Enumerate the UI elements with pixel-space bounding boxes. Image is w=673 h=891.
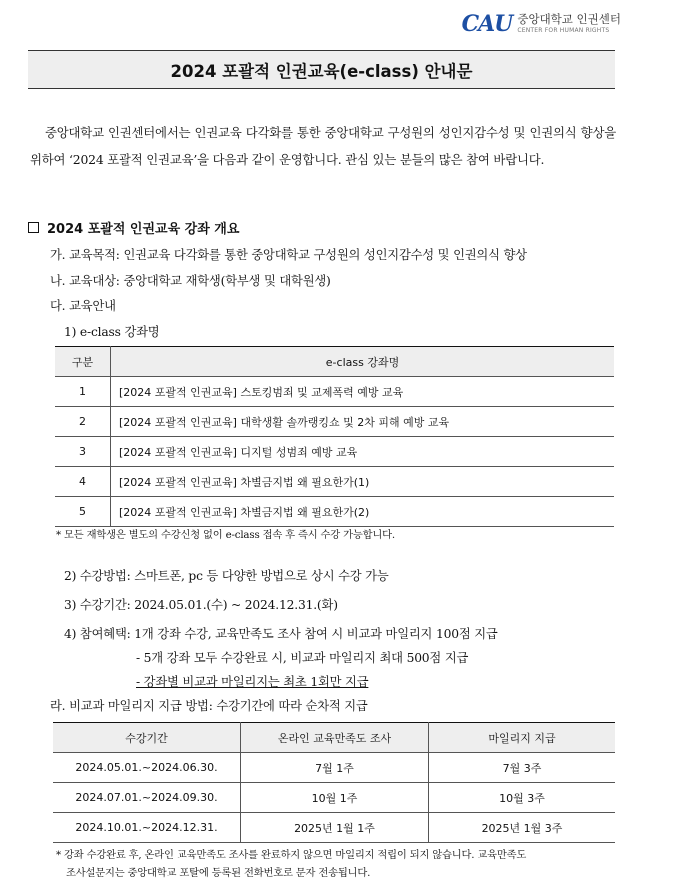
course-no: 4 (55, 467, 111, 497)
table-row (55, 407, 614, 437)
intro-paragraph: 중앙대학교 인권센터에서는 인권교육 다각화를 통한 중앙대학교 구성원의 성인지감수성 및 인권의식 향상을 위하여 ‘2024 포괄적 인권교육’을 다음과 같이 운영합니다. 관심 있는 분들의 많은 참여 바랍니다. (30, 125, 616, 167)
item-purpose: 가. 교육목적: 인권교육 다각화를 통한 중앙대학교 구성원의 성인지감수성 및 인권의식 향상 (50, 248, 527, 262)
course-name: [2024 포괄적 인권교육] 대학생활 솔까랭킹쇼 및 2차 피해 예방 교육 (111, 407, 615, 437)
page-title: 2024 포괄적 인권교육(e-class) 안내문 (170, 61, 473, 81)
section-heading-text: 2024 포괄적 인권교육 강좌 개요 (47, 222, 240, 237)
course-name: [2024 포괄적 인권교육] 스토킹범죄 및 교제폭력 예방 교육 (111, 377, 615, 407)
benefit-2: - 5개 강좌 모두 수강완료 시, 비교과 마일리지 최대 500점 지급 (136, 651, 469, 665)
checkbox-square-icon (28, 222, 39, 233)
table-row (53, 753, 615, 783)
logo-name-ko: 중앙대학교 인권센터 (517, 12, 621, 27)
benefit-1: 4) 참여혜택: 1개 강좌 수강, 교육만족도 조사 참여 시 비교과 마일리지 100점 지급 (64, 627, 498, 641)
pay-cell: 7월 3주 (429, 753, 616, 783)
period-cell: 2024.10.01.~2024.12.31. (53, 813, 241, 843)
header-course-name: e-class 강좌명 (111, 347, 615, 377)
section-heading (28, 218, 239, 237)
survey-note-line2: 조사설문지는 중앙대학교 포탈에 등록된 전화번호로 문자 전송됩니다. (66, 867, 371, 879)
course-no: 5 (55, 497, 111, 527)
sub-course-list: 1) e-class 강좌명 (64, 325, 160, 339)
table-row (53, 813, 615, 843)
logo-text (517, 14, 621, 34)
header-survey: 온라인 교육만족도 조사 (241, 723, 429, 753)
mileage-table (53, 722, 615, 843)
logo-mark: CAU (461, 11, 513, 37)
cau-logo (462, 10, 621, 38)
course-no: 1 (55, 377, 111, 407)
pay-cell: 10월 3주 (429, 783, 616, 813)
course-name: [2024 포괄적 인권교육] 차별금지법 왜 필요한가(2) (111, 497, 615, 527)
course-table-header (55, 347, 614, 377)
pay-cell: 2025년 1월 3주 (429, 813, 616, 843)
course-table (55, 346, 614, 527)
table-row (55, 377, 614, 407)
course-no: 3 (55, 437, 111, 467)
mileage-table-header (53, 723, 615, 753)
item-mileage-method: 라. 비교과 마일리지 지급 방법: 수강기간에 따라 순차적 지급 (50, 699, 368, 713)
course-name: [2024 포괄적 인권교육] 디지털 성범죄 예방 교육 (111, 437, 615, 467)
header-no: 구분 (55, 347, 111, 377)
table-row (55, 437, 614, 467)
period-cell: 2024.07.01.~2024.09.30. (53, 783, 241, 813)
table-row (55, 497, 614, 527)
survey-note-line1: * 강좌 수강완료 후, 온라인 교육만족도 조사를 완료하지 않으면 마일리지 적립이 되지 않습니다. 교육만족도 (56, 849, 527, 861)
title-banner (28, 50, 615, 89)
course-no: 2 (55, 407, 111, 437)
header-pay: 마일리지 지급 (429, 723, 616, 753)
study-period: 3) 수강기간: 2024.05.01.(수) ~ 2024.12.31.(화) (64, 598, 338, 612)
table-row (53, 783, 615, 813)
course-name: [2024 포괄적 인권교육] 차별금지법 왜 필요한가(1) (111, 467, 615, 497)
benefit-3: - 강좌별 비교과 마일리지는 최초 1회만 지급 (136, 675, 369, 689)
survey-cell: 7월 1주 (241, 753, 429, 783)
table-row (55, 467, 614, 497)
item-guide: 다. 교육안내 (50, 299, 116, 313)
enrollment-note: * 모든 재학생은 별도의 수강신청 없이 e-class 접속 후 즉시 수강 가능합니다. (56, 529, 395, 541)
study-method: 2) 수강방법: 스마트폰, pc 등 다양한 방법으로 상시 수강 가능 (64, 569, 389, 583)
header-period: 수강기간 (53, 723, 241, 753)
survey-cell: 10월 1주 (241, 783, 429, 813)
period-cell: 2024.05.01.~2024.06.30. (53, 753, 241, 783)
item-target: 나. 교육대상: 중앙대학교 재학생(학부생 및 대학원생) (50, 274, 331, 288)
survey-cell: 2025년 1월 1주 (241, 813, 429, 843)
logo-name-en: CENTER FOR HUMAN RIGHTS (517, 26, 610, 34)
